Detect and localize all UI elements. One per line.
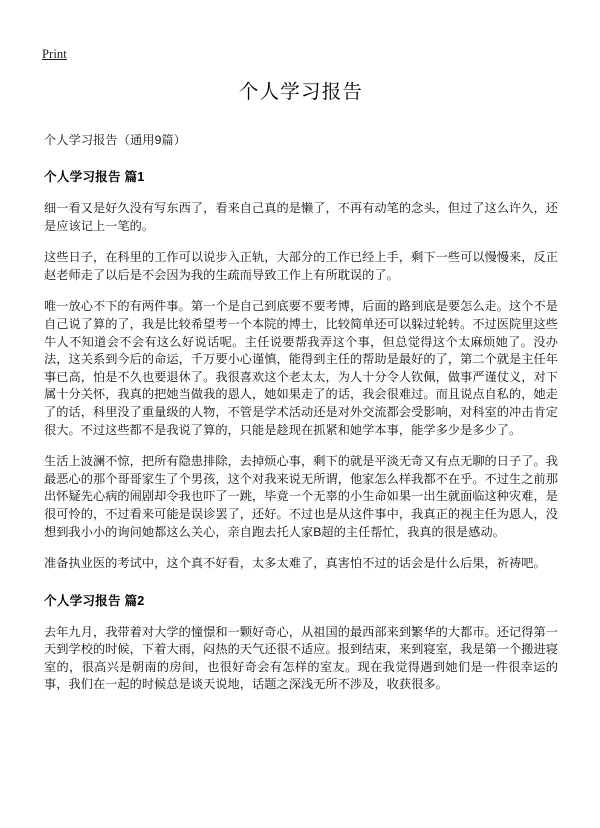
paragraph: 细一看又是好久没有写东西了，看来自己真的是懒了，不再有动笔的念头，但过了这么许久，还是应该记上一笔的。 [44, 201, 558, 233]
page-title: 个人学习报告 [238, 81, 364, 103]
print-link[interactable]: Print [42, 47, 67, 61]
paragraph: 生活上波澜不惊，把所有隐患排除，去掉烦心事，剩下的就是平淡无奇又有点无聊的日子了。我最恶心的那个哥哥家生了个男孩，这个对我来说无所谓，他家怎么样我都不在乎。不过生之前那出怀疑先心病的闹剧却令我也吓了一跳，毕竟一个无辜的小生命如果一出生就面临这种灾难，是很可怜的，不过看来可能是误诊罢了，还好。不过也是从这件事中，我真正的视主任为恩人，没想到我小小的询问她都这么关心，亲自跑去托人家B超的主任帮忙，我真的很是感动。 [44, 454, 558, 539]
paragraph: 去年九月，我带着对大学的憧憬和一颗好奇心，从祖国的最西部来到繁华的大都市。还记得第一天到学校的时候，下着大雨，闷热的天气还很不适应。报到结束，来到寝室，我是第一个搬进寝室的，很高兴是朝南的房间，也很好奇会有怎样的室友。现在我觉得遇到她们是一件很幸运的事，我们在一起的时候总是谈天说地，话题之深浅无所不涉及，收获很多。 [44, 624, 558, 692]
section-heading-2: 个人学习报告 篇2 [44, 593, 145, 608]
paragraph: 准备执业医的考试中，这个真不好看，太多太难了，真害怕不过的话会是什么后果，祈祷吧。 [44, 556, 546, 571]
section-heading-1: 个人学习报告 篇1 [44, 170, 145, 184]
paragraph: 这些日子，在科里的工作可以说步入正轨，大部分的工作已经上手，剩下一些可以慢慢来，反正赵老师走了以后是不会因为我的生疏而导致工作上有所耽误的了。 [44, 250, 558, 282]
paragraph: 唯一放心不下的有两件事。第一个是自己到底要不要考博，后面的路到底是要怎么走。这个不是自己说了算的了，我是比较希望考一个本院的博士，比较简单还可以躲过轮转。不过医院里这些牛人不知道会不会有这么好说话呢。主任说要帮我弄这个事，但总觉得这个太麻烦她了。没办法，这关系到今后的命运，千万要小心谨慎，能得到主任的帮助是最好的了，第二个就是主任年事已高，怕是不久也要退休了。我很喜欢这个老太太，为人十分令人钦佩，做事严谨仗义，对下属十分关怀，我真的把她当做我的恩人，她如果走了的话，我会很难过。而且说点自私的，她走了的话，科里没了重量级的人物，不管是学术活动还是对外交流都会受影响，对科室的冲击肯定很大。不过这些都不是我说了算的，只能是趁现在抓紧和她学本事，能学多少是多少了。 [44, 299, 558, 437]
document-content [44, 78, 558, 694]
document-subtitle: 个人学习报告（通用9篇） [44, 133, 187, 147]
